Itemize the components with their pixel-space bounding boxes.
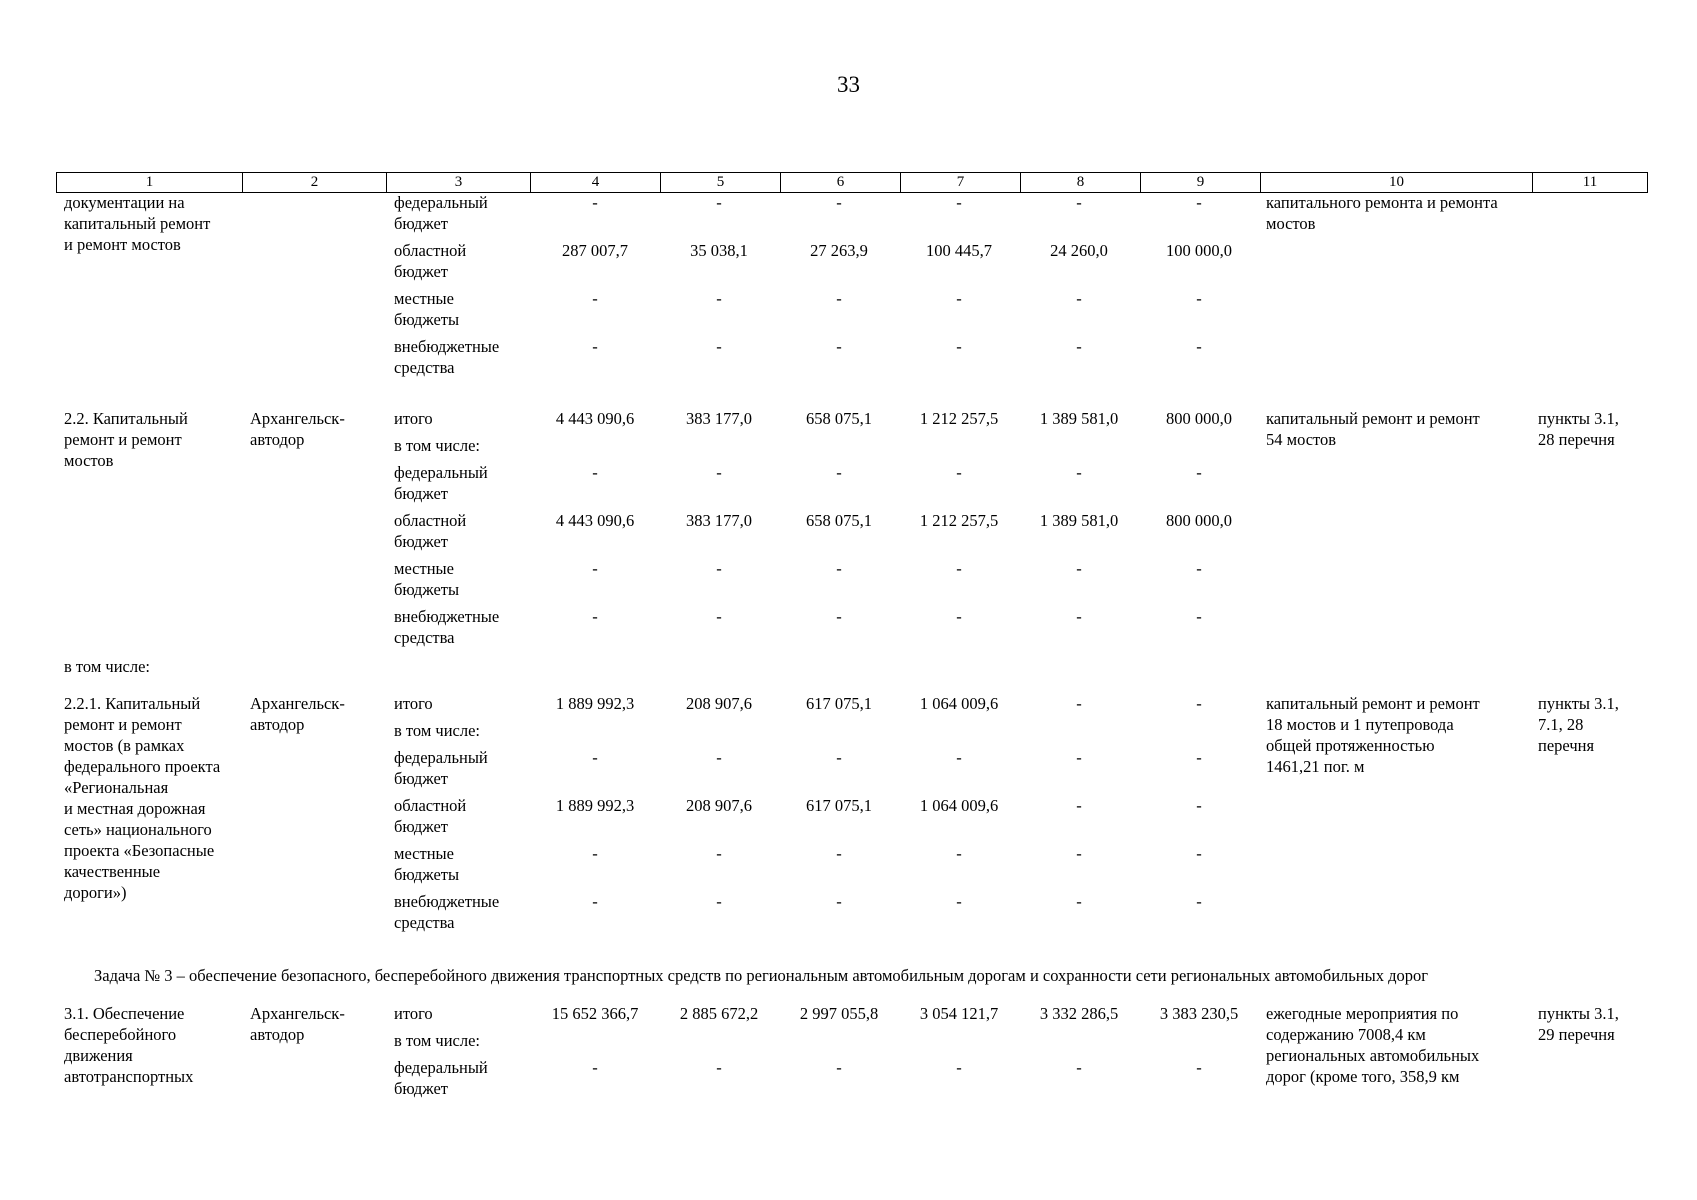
- funding-source: федеральный бюджет: [394, 748, 488, 788]
- value-cell: -: [1076, 337, 1082, 356]
- value-cell: -: [716, 463, 722, 482]
- value-cell: -: [956, 1058, 962, 1077]
- value-cell: -: [592, 337, 598, 356]
- value-cell: -: [1076, 892, 1082, 911]
- column-number: 8: [1021, 173, 1141, 193]
- funding-source: местные бюджеты: [394, 289, 460, 329]
- value-cell: -: [1196, 559, 1202, 578]
- executor: Архангельск- автодор: [250, 694, 345, 734]
- value-cell: -: [836, 463, 842, 482]
- value-cell: -: [1196, 1058, 1202, 1077]
- value-cell: -: [1076, 559, 1082, 578]
- funding-source: внебюджетные средства: [394, 337, 500, 377]
- value-cell: -: [1076, 694, 1082, 713]
- column-number: 1: [57, 173, 243, 193]
- funding-source: местные бюджеты: [394, 844, 460, 884]
- column-number: 7: [901, 173, 1021, 193]
- value-cell: -: [836, 1058, 842, 1077]
- value-cell: -: [1076, 1058, 1082, 1077]
- value-cell: -: [956, 844, 962, 863]
- value-cell: -: [836, 337, 842, 356]
- funding-source: в том числе:: [394, 1031, 481, 1050]
- value-cell: 2 997 055,8: [799, 1004, 879, 1023]
- value-cell: 1 389 581,0: [1039, 409, 1119, 428]
- page-number: 33: [837, 72, 860, 97]
- value-cell: 658 075,1: [806, 511, 872, 530]
- column-number: 11: [1533, 173, 1648, 193]
- value-cell: -: [956, 337, 962, 356]
- funding-source: федеральный бюджет: [394, 1058, 488, 1098]
- expected-result: капитальный ремонт и ремонт 18 мостов и 1 путепровода общей протяженностью 1461,21 пог. м: [1266, 694, 1480, 776]
- value-cell: -: [956, 463, 962, 482]
- list-items-ref: пункты 3.1, 28 перечня: [1538, 409, 1619, 449]
- executor: Архангельск- автодор: [250, 1004, 345, 1044]
- value-cell: -: [836, 844, 842, 863]
- funding-source: федеральный бюджет: [394, 193, 488, 233]
- value-cell: -: [716, 892, 722, 911]
- value-cell: 3 383 230,5: [1159, 1004, 1239, 1023]
- value-cell: 1 064 009,6: [919, 796, 999, 815]
- expected-result: ежегодные мероприятия по содержанию 7008,4 км региональных автомобильных дорог (кроме того, 358,9 км: [1266, 1004, 1480, 1086]
- column-number: 5: [661, 173, 781, 193]
- value-cell: -: [956, 559, 962, 578]
- column-number-row: [57, 173, 1648, 193]
- including-label: в том числе:: [64, 657, 151, 676]
- value-cell: -: [716, 337, 722, 356]
- column-number: 4: [531, 173, 661, 193]
- funding-source: областной бюджет: [394, 796, 467, 836]
- value-cell: -: [836, 289, 842, 308]
- value-cell: 383 177,0: [686, 511, 752, 530]
- value-cell: -: [592, 559, 598, 578]
- value-cell: -: [716, 193, 722, 212]
- funding-source: итого: [394, 409, 433, 428]
- column-number: 2: [243, 173, 387, 193]
- value-cell: -: [1196, 337, 1202, 356]
- value-cell: -: [956, 748, 962, 767]
- value-cell: 617 075,1: [806, 694, 872, 713]
- value-cell: -: [1076, 796, 1082, 815]
- value-cell: -: [1196, 892, 1202, 911]
- value-cell: -: [956, 892, 962, 911]
- value-cell: -: [1076, 463, 1082, 482]
- value-cell: -: [1196, 796, 1202, 815]
- activity-name: 3.1. Обеспечение бесперебойного движения автотранспортных: [64, 1004, 194, 1086]
- activity-name: документации на капитальный ремонт и ремонт мостов: [64, 193, 211, 254]
- value-cell: 4 443 090,6: [555, 511, 635, 530]
- column-number: 3: [387, 173, 531, 193]
- value-cell: -: [836, 607, 842, 626]
- value-cell: -: [836, 748, 842, 767]
- value-cell: 100 000,0: [1166, 241, 1232, 260]
- value-cell: 1 889 992,3: [555, 694, 635, 713]
- funding-source: итого: [394, 1004, 433, 1023]
- funding-source: областной бюджет: [394, 241, 467, 281]
- funding-source: федеральный бюджет: [394, 463, 488, 503]
- value-cell: 3 332 286,5: [1039, 1004, 1119, 1023]
- value-cell: -: [956, 193, 962, 212]
- value-cell: -: [836, 193, 842, 212]
- expected-result: капитального ремонта и ремонта мостов: [1266, 193, 1498, 233]
- value-cell: -: [592, 463, 598, 482]
- value-cell: -: [1196, 844, 1202, 863]
- funding-source: областной бюджет: [394, 511, 467, 551]
- column-number: 10: [1261, 173, 1533, 193]
- value-cell: 1 889 992,3: [555, 796, 635, 815]
- value-cell: -: [592, 748, 598, 767]
- value-cell: -: [1196, 193, 1202, 212]
- value-cell: -: [716, 607, 722, 626]
- column-number: 9: [1141, 173, 1261, 193]
- funding-source: в том числе:: [394, 721, 481, 740]
- value-cell: 617 075,1: [806, 796, 872, 815]
- column-header-table: [56, 172, 1648, 193]
- value-cell: -: [716, 559, 722, 578]
- value-cell: -: [592, 193, 598, 212]
- value-cell: 658 075,1: [806, 409, 872, 428]
- value-cell: -: [1196, 463, 1202, 482]
- value-cell: 4 443 090,6: [555, 409, 635, 428]
- value-cell: 2 885 672,2: [679, 1004, 759, 1023]
- value-cell: 27 263,9: [810, 241, 868, 260]
- value-cell: -: [716, 844, 722, 863]
- value-cell: 208 907,6: [686, 694, 752, 713]
- value-cell: -: [592, 289, 598, 308]
- activity-name: 2.2. Капитальный ремонт и ремонт мостов: [64, 409, 188, 470]
- value-cell: -: [716, 1058, 722, 1077]
- value-cell: -: [836, 559, 842, 578]
- value-cell: -: [836, 892, 842, 911]
- funding-source: местные бюджеты: [394, 559, 460, 599]
- value-cell: 208 907,6: [686, 796, 752, 815]
- value-cell: 1 212 257,5: [919, 409, 999, 428]
- value-cell: -: [592, 607, 598, 626]
- value-cell: -: [1076, 748, 1082, 767]
- value-cell: -: [956, 607, 962, 626]
- value-cell: 1 212 257,5: [919, 511, 999, 530]
- value-cell: 35 038,1: [690, 241, 748, 260]
- funding-source: внебюджетные средства: [394, 607, 500, 647]
- value-cell: 3 054 121,7: [919, 1004, 999, 1023]
- value-cell: -: [592, 892, 598, 911]
- activity-name: 2.2.1. Капитальный ремонт и ремонт мостов (в рамках федерального проекта «Региональная и местная дорожная сеть» национального проекта «Безопасные качественные дороги»): [64, 694, 221, 902]
- value-cell: 15 652 366,7: [551, 1004, 639, 1023]
- value-cell: -: [1196, 748, 1202, 767]
- expected-result: капитальный ремонт и ремонт 54 мостов: [1266, 409, 1480, 449]
- value-cell: -: [592, 844, 598, 863]
- value-cell: -: [1196, 607, 1202, 626]
- value-cell: -: [1076, 607, 1082, 626]
- column-number: 6: [781, 173, 901, 193]
- value-cell: 24 260,0: [1050, 241, 1108, 260]
- value-cell: 1 064 009,6: [919, 694, 999, 713]
- funding-source: внебюджетные средства: [394, 892, 500, 932]
- value-cell: -: [716, 289, 722, 308]
- list-items-ref: пункты 3.1, 29 перечня: [1538, 1004, 1619, 1044]
- value-cell: -: [592, 1058, 598, 1077]
- task-3-heading: Задача № 3 – обеспечение безопасного, бесперебойного движения транспортных средств по региональным автомобильным дорогам и сохранности сети региональных автомобильных дорог: [94, 966, 1428, 985]
- executor: Архангельск- автодор: [250, 409, 345, 449]
- value-cell: 100 445,7: [926, 241, 992, 260]
- value-cell: 287 007,7: [562, 241, 628, 260]
- value-cell: 800 000,0: [1166, 409, 1232, 428]
- list-items-ref: пункты 3.1, 7.1, 28 перечня: [1538, 694, 1619, 755]
- value-cell: -: [716, 748, 722, 767]
- value-cell: 383 177,0: [686, 409, 752, 428]
- value-cell: -: [1076, 289, 1082, 308]
- value-cell: 1 389 581,0: [1039, 511, 1119, 530]
- value-cell: -: [1196, 694, 1202, 713]
- value-cell: -: [1076, 844, 1082, 863]
- value-cell: -: [956, 289, 962, 308]
- funding-source: в том числе:: [394, 436, 481, 455]
- value-cell: -: [1196, 289, 1202, 308]
- value-cell: 800 000,0: [1166, 511, 1232, 530]
- funding-source: итого: [394, 694, 433, 713]
- value-cell: -: [1076, 193, 1082, 212]
